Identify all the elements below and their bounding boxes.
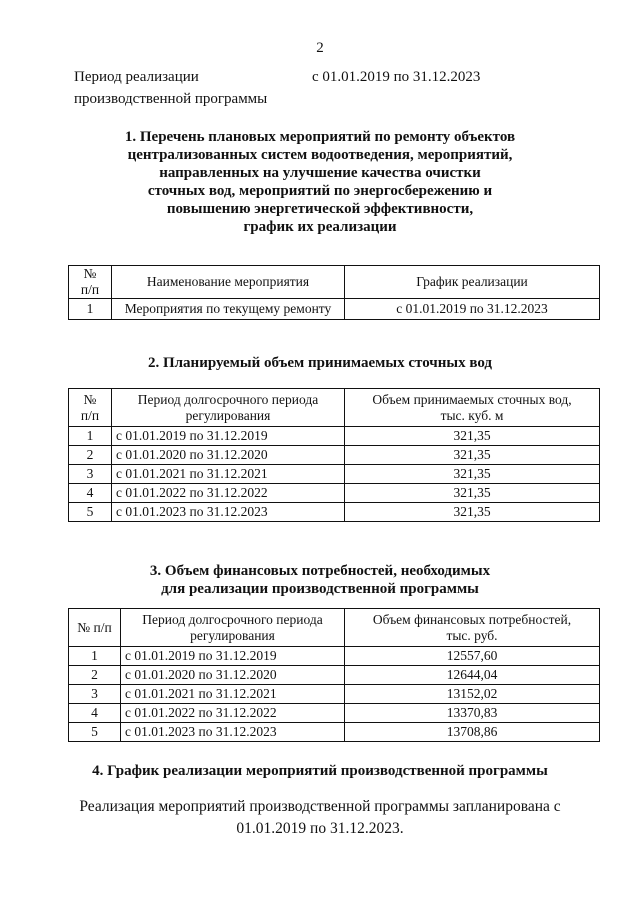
col-volume-header bbox=[345, 389, 600, 427]
activities-table bbox=[68, 265, 600, 320]
col-no-line2: п/п bbox=[80, 407, 100, 423]
financial-needs-table bbox=[68, 608, 600, 742]
col-no-header: № п/п bbox=[69, 609, 121, 647]
col-period-line1: Период долгосрочного периода bbox=[142, 611, 323, 627]
cell-value: 12644,04 bbox=[345, 666, 600, 685]
cell-no: 4 bbox=[69, 484, 112, 503]
table-row bbox=[69, 647, 600, 666]
cell-no: 4 bbox=[69, 704, 121, 723]
cell-value: 13708,86 bbox=[345, 723, 600, 742]
section1-title-line: повышению энергетической эффективности, bbox=[166, 201, 474, 217]
cell-period: с 01.01.2022 по 31.12.2022 bbox=[112, 484, 345, 503]
section4-text-line1: Реализация мероприятий производственной программы запланирована с bbox=[79, 798, 561, 815]
section3-title-line2: для реализации производственной программы bbox=[161, 581, 479, 597]
cell-value: 321,35 bbox=[345, 446, 600, 465]
cell-no: 3 bbox=[69, 685, 121, 704]
cell-period: с 01.01.2019 по 31.12.2019 bbox=[121, 647, 345, 666]
cell-value: 321,35 bbox=[345, 465, 600, 484]
table-row bbox=[69, 299, 600, 320]
cell-value: 321,35 bbox=[345, 427, 600, 446]
section4-text bbox=[40, 796, 600, 840]
section2-title: 2. Планируемый объем принимаемых сточных вод bbox=[147, 355, 493, 371]
cell-period: с 01.01.2019 по 31.12.2019 bbox=[112, 427, 345, 446]
cell-no: 3 bbox=[69, 465, 112, 484]
cell-period: с 01.01.2020 по 31.12.2020 bbox=[112, 446, 345, 465]
cell-no: 2 bbox=[69, 666, 121, 685]
table-header-row bbox=[69, 266, 600, 299]
section1-title-line: сточных вод, мероприятий по энергосбережению и bbox=[147, 183, 493, 199]
table-header-row bbox=[69, 389, 600, 427]
table-row bbox=[69, 484, 600, 503]
col-finance-header bbox=[345, 609, 600, 647]
cell-period: с 01.01.2023 по 31.12.2023 bbox=[121, 723, 345, 742]
col-no-header bbox=[69, 389, 112, 427]
cell-name: Мероприятия по текущему ремонту bbox=[112, 299, 345, 320]
cell-no: 5 bbox=[69, 723, 121, 742]
header-label-line2: производственной программы bbox=[74, 91, 268, 107]
section1-title bbox=[60, 128, 580, 236]
table-row bbox=[69, 446, 600, 465]
page-number: 2 bbox=[316, 40, 324, 56]
table-row bbox=[69, 704, 600, 723]
table-row bbox=[69, 685, 600, 704]
wastewater-volume-table bbox=[68, 388, 600, 522]
col-period-line2: регулирования bbox=[185, 407, 271, 423]
table-row bbox=[69, 666, 600, 685]
cell-period: с 01.01.2021 по 31.12.2021 bbox=[112, 465, 345, 484]
section1-title-line: централизованных систем водоотведения, мероприятий, bbox=[127, 147, 513, 163]
table-row bbox=[69, 427, 600, 446]
col-period-line1: Период долгосрочного периода bbox=[137, 391, 319, 407]
header-value: с 01.01.2019 по 31.12.2023 bbox=[312, 69, 481, 85]
section1-title-line: 1. Перечень плановых мероприятий по ремонту объектов bbox=[124, 129, 516, 145]
cell-no: 1 bbox=[69, 299, 112, 320]
cell-value: 321,35 bbox=[345, 484, 600, 503]
col-finance-line1: Объем финансовых потребностей, bbox=[372, 611, 572, 627]
col-no-header bbox=[69, 266, 112, 299]
cell-no: 1 bbox=[69, 427, 112, 446]
header-label-line1: Период реализации bbox=[74, 69, 199, 85]
cell-period: с 01.01.2023 по 31.12.2023 bbox=[112, 503, 345, 522]
col-no-line2: п/п bbox=[80, 282, 100, 297]
col-finance-line2: тыс. руб. bbox=[446, 627, 498, 643]
table-header-row bbox=[69, 609, 600, 647]
col-volume-line2: тыс. куб. м bbox=[440, 407, 504, 423]
section1-title-line: направленных на улучшение качества очистки bbox=[159, 165, 481, 181]
cell-no: 1 bbox=[69, 647, 121, 666]
section4-title: 4. График реализации мероприятий производственной программы bbox=[92, 763, 548, 779]
cell-period: с 01.01.2020 по 31.12.2020 bbox=[121, 666, 345, 685]
section3-title-line1: 3. Объем финансовых потребностей, необходимых bbox=[149, 563, 491, 579]
cell-value: 13370,83 bbox=[345, 704, 600, 723]
cell-period: с 01.01.2022 по 31.12.2022 bbox=[121, 704, 345, 723]
cell-period: с 01.01.2021 по 31.12.2021 bbox=[121, 685, 345, 704]
section4-text-line2: 01.01.2019 по 31.12.2023. bbox=[236, 820, 404, 837]
cell-schedule: с 01.01.2019 по 31.12.2023 bbox=[345, 299, 600, 320]
cell-no: 2 bbox=[69, 446, 112, 465]
col-volume-line1: Объем принимаемых сточных вод, bbox=[372, 391, 572, 407]
table-row bbox=[69, 503, 600, 522]
cell-value: 321,35 bbox=[345, 503, 600, 522]
col-period-line2: регулирования bbox=[190, 627, 275, 643]
col-name-header: Наименование мероприятия bbox=[112, 266, 345, 299]
col-period-header bbox=[112, 389, 345, 427]
col-schedule-header: График реализации bbox=[345, 266, 600, 299]
header-label bbox=[74, 66, 267, 110]
table-row bbox=[69, 723, 600, 742]
section1-title-line: график их реализации bbox=[243, 219, 397, 235]
section3-title bbox=[60, 562, 580, 598]
col-no-line1: № bbox=[83, 266, 97, 281]
table-row bbox=[69, 465, 600, 484]
col-no-line1: № bbox=[83, 391, 97, 407]
cell-value: 13152,02 bbox=[345, 685, 600, 704]
col-period-header bbox=[121, 609, 345, 647]
cell-value: 12557,60 bbox=[345, 647, 600, 666]
cell-no: 5 bbox=[69, 503, 112, 522]
